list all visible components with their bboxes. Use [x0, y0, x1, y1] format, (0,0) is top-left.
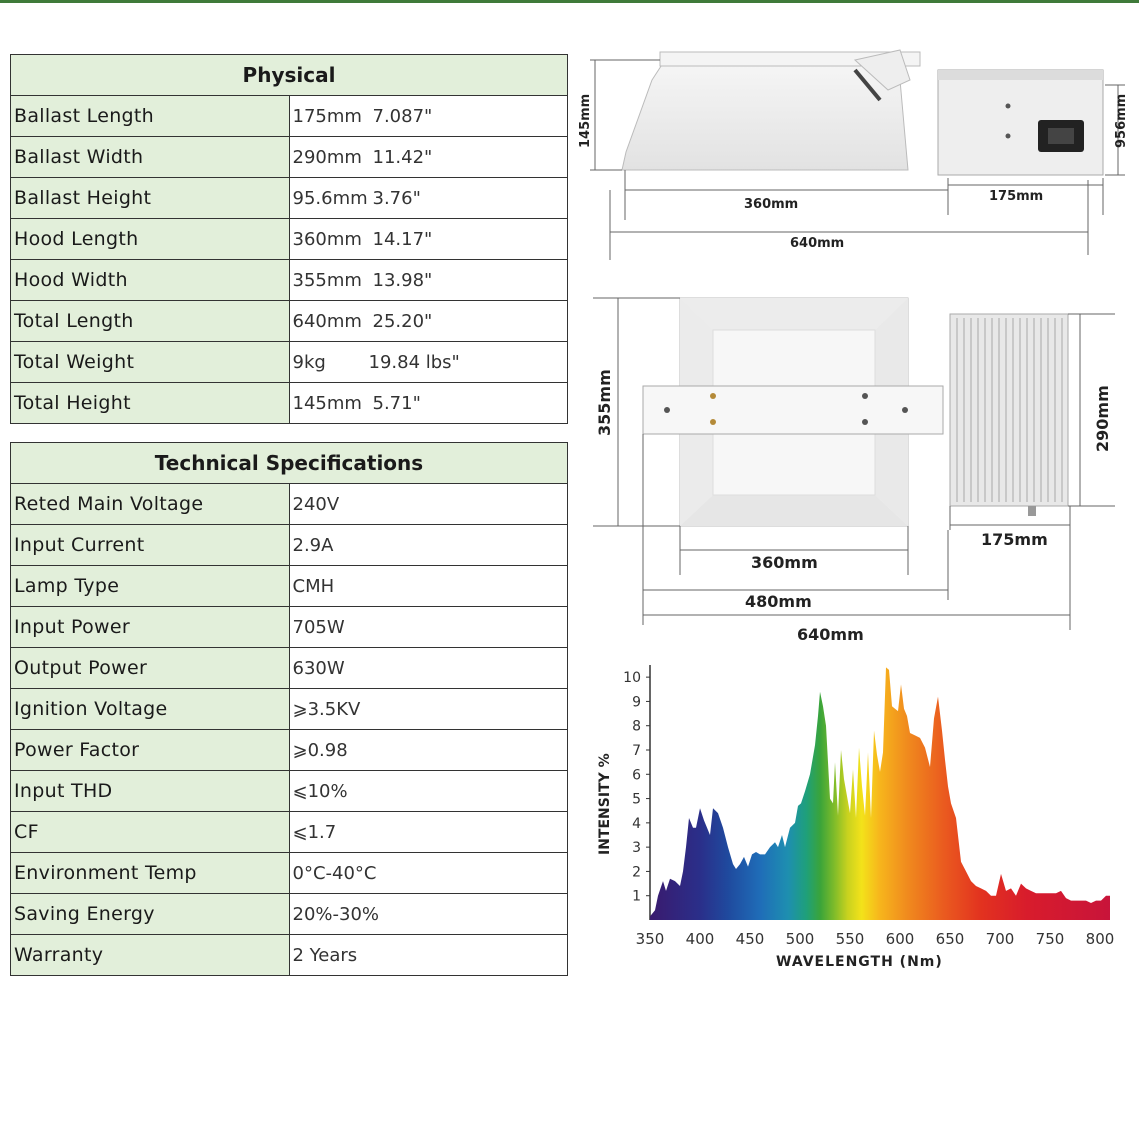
side-view-drawing	[570, 40, 1139, 270]
physical-row	[11, 96, 568, 137]
spectrum-y-tick-label: 9	[632, 694, 641, 711]
technical-row	[11, 648, 568, 689]
side-hood-length-label: 360mm	[744, 197, 799, 212]
physical-imperial-value: 14.17"	[372, 228, 433, 250]
technical-row-value: ⩽1.7	[289, 812, 568, 853]
physical-row-value	[289, 342, 568, 383]
spectrum-area	[650, 667, 1110, 920]
technical-row-label: Input THD	[11, 771, 290, 812]
technical-row-value: CMH	[289, 566, 568, 607]
physical-imperial-value: 5.71"	[372, 392, 421, 414]
technical-row	[11, 771, 568, 812]
spectrum-x-tick-label: 600	[885, 930, 915, 948]
spectrum-x-tick-label: 750	[1035, 930, 1065, 948]
physical-metric-value: 95.6mm	[292, 187, 368, 209]
spectrum-y-tick-label: 2	[632, 864, 641, 881]
technical-row-value: ⩾3.5KV	[289, 689, 568, 730]
spectrum-y-tick-label: 8	[632, 718, 641, 735]
physical-row-label: Ballast Width	[11, 137, 290, 178]
technical-row-label: Saving Energy	[11, 894, 290, 935]
spectrum-x-tick-label: 550	[835, 930, 865, 948]
side-ballast-height-label: 956mm	[1114, 93, 1129, 148]
side-ballast-length-label: 175mm	[989, 189, 1044, 204]
physical-row-label: Total Weight	[11, 342, 290, 383]
spectrum-x-axis-label: WAVELENGTH (Nm)	[776, 954, 943, 970]
physical-metric-value: 360mm	[292, 228, 362, 250]
spectrum-x-tick-label: 650	[935, 930, 965, 948]
physical-metric-value: 9kg	[292, 351, 326, 373]
technical-row-label: Ignition Voltage	[11, 689, 290, 730]
physical-metric-value: 640mm	[292, 310, 362, 332]
top-ballast-width-label: 290mm	[1093, 385, 1112, 452]
top-bracket-length-label: 480mm	[745, 592, 812, 611]
top-hood-length-label: 360mm	[751, 553, 818, 572]
physical-row-label: Total Length	[11, 301, 290, 342]
spectrum-x-tick-label: 350	[635, 930, 665, 948]
physical-imperial-value: 25.20"	[372, 310, 433, 332]
technical-row-label: Warranty	[11, 935, 290, 976]
spectrum-y-tick-label: 1	[632, 888, 641, 905]
top-accent-line	[0, 0, 1139, 3]
physical-row-value	[289, 383, 568, 424]
physical-row-value	[289, 178, 568, 219]
physical-row-label: Hood Length	[11, 219, 290, 260]
physical-table-title: Physical	[11, 55, 568, 96]
physical-metric-value: 145mm	[292, 392, 362, 414]
physical-row	[11, 219, 568, 260]
spectrum-x-tick-label: 400	[685, 930, 715, 948]
physical-row-value	[289, 219, 568, 260]
side-total-length-label: 640mm	[790, 236, 845, 251]
spectrum-y-tick-label: 10	[623, 670, 641, 687]
physical-row	[11, 260, 568, 301]
technical-row-label: CF	[11, 812, 290, 853]
physical-row-label: Hood Width	[11, 260, 290, 301]
spectrum-x-tick-label: 450	[735, 930, 765, 948]
spectrum-y-tick-label: 3	[632, 840, 641, 857]
spectrum-y-tick-label: 6	[632, 767, 641, 784]
physical-metric-value: 290mm	[292, 146, 362, 168]
technical-table	[10, 442, 568, 976]
technical-row	[11, 689, 568, 730]
physical-row-label: Ballast Height	[11, 178, 290, 219]
physical-row	[11, 342, 568, 383]
physical-imperial-value: 19.84 lbs"	[368, 351, 460, 373]
technical-row-value: 2.9A	[289, 525, 568, 566]
top-hood-width-label: 355mm	[595, 369, 614, 436]
technical-row	[11, 853, 568, 894]
technical-row-value: 240V	[289, 484, 568, 525]
technical-row-label: Reted Main Voltage	[11, 484, 290, 525]
physical-row-value	[289, 260, 568, 301]
spectrum-x-tick-label: 800	[1085, 930, 1115, 948]
technical-row	[11, 484, 568, 525]
physical-imperial-value: 13.98"	[372, 269, 433, 291]
technical-row-value: 20%-30%	[289, 894, 568, 935]
spectrum-y-tick-label: 5	[632, 791, 641, 808]
top-view-drawing	[585, 290, 1139, 650]
technical-row-value: 2 Years	[289, 935, 568, 976]
spectrum-x-tick-label: 700	[985, 930, 1015, 948]
physical-row-label: Total Height	[11, 383, 290, 424]
physical-metric-value: 175mm	[292, 105, 362, 127]
technical-row	[11, 525, 568, 566]
technical-row	[11, 894, 568, 935]
technical-row-value: 630W	[289, 648, 568, 689]
physical-row	[11, 383, 568, 424]
technical-row	[11, 607, 568, 648]
physical-imperial-value: 11.42"	[372, 146, 433, 168]
spectrum-x-tick-label: 500	[785, 930, 815, 948]
technical-row	[11, 812, 568, 853]
physical-row-value	[289, 301, 568, 342]
physical-row-value	[289, 137, 568, 178]
physical-row	[11, 178, 568, 219]
technical-row	[11, 730, 568, 771]
technical-row-value: ⩽10%	[289, 771, 568, 812]
physical-table	[10, 54, 568, 424]
physical-imperial-value: 3.76"	[372, 187, 421, 209]
technical-row	[11, 566, 568, 607]
technical-row-label: Input Current	[11, 525, 290, 566]
physical-row	[11, 301, 568, 342]
technical-row-value: 705W	[289, 607, 568, 648]
side-hood-shape	[622, 60, 908, 170]
technical-row-value: ⩾0.98	[289, 730, 568, 771]
technical-row	[11, 935, 568, 976]
technical-row-label: Environment Temp	[11, 853, 290, 894]
spectrum-chart	[590, 655, 1130, 975]
spectrum-y-axis-label: INTENSITY %	[597, 753, 613, 855]
top-total-length-label: 640mm	[797, 625, 864, 644]
technical-table-title: Technical Specifications	[11, 443, 568, 484]
physical-row-value	[289, 96, 568, 137]
physical-metric-value: 355mm	[292, 269, 362, 291]
technical-row-label: Power Factor	[11, 730, 290, 771]
top-ballast-shape	[950, 314, 1068, 506]
physical-imperial-value: 7.087"	[372, 105, 433, 127]
technical-row-label: Input Power	[11, 607, 290, 648]
spectrum-y-tick-label: 4	[632, 815, 641, 832]
side-height-label: 145mm	[578, 93, 593, 148]
top-ballast-length-label: 175mm	[981, 530, 1048, 549]
technical-row-value: 0°C-40°C	[289, 853, 568, 894]
physical-row	[11, 137, 568, 178]
top-bracket-shape	[643, 386, 943, 434]
spectrum-y-tick-label: 7	[632, 743, 641, 759]
physical-row-label: Ballast Length	[11, 96, 290, 137]
technical-row-label: Lamp Type	[11, 566, 290, 607]
technical-row-label: Output Power	[11, 648, 290, 689]
